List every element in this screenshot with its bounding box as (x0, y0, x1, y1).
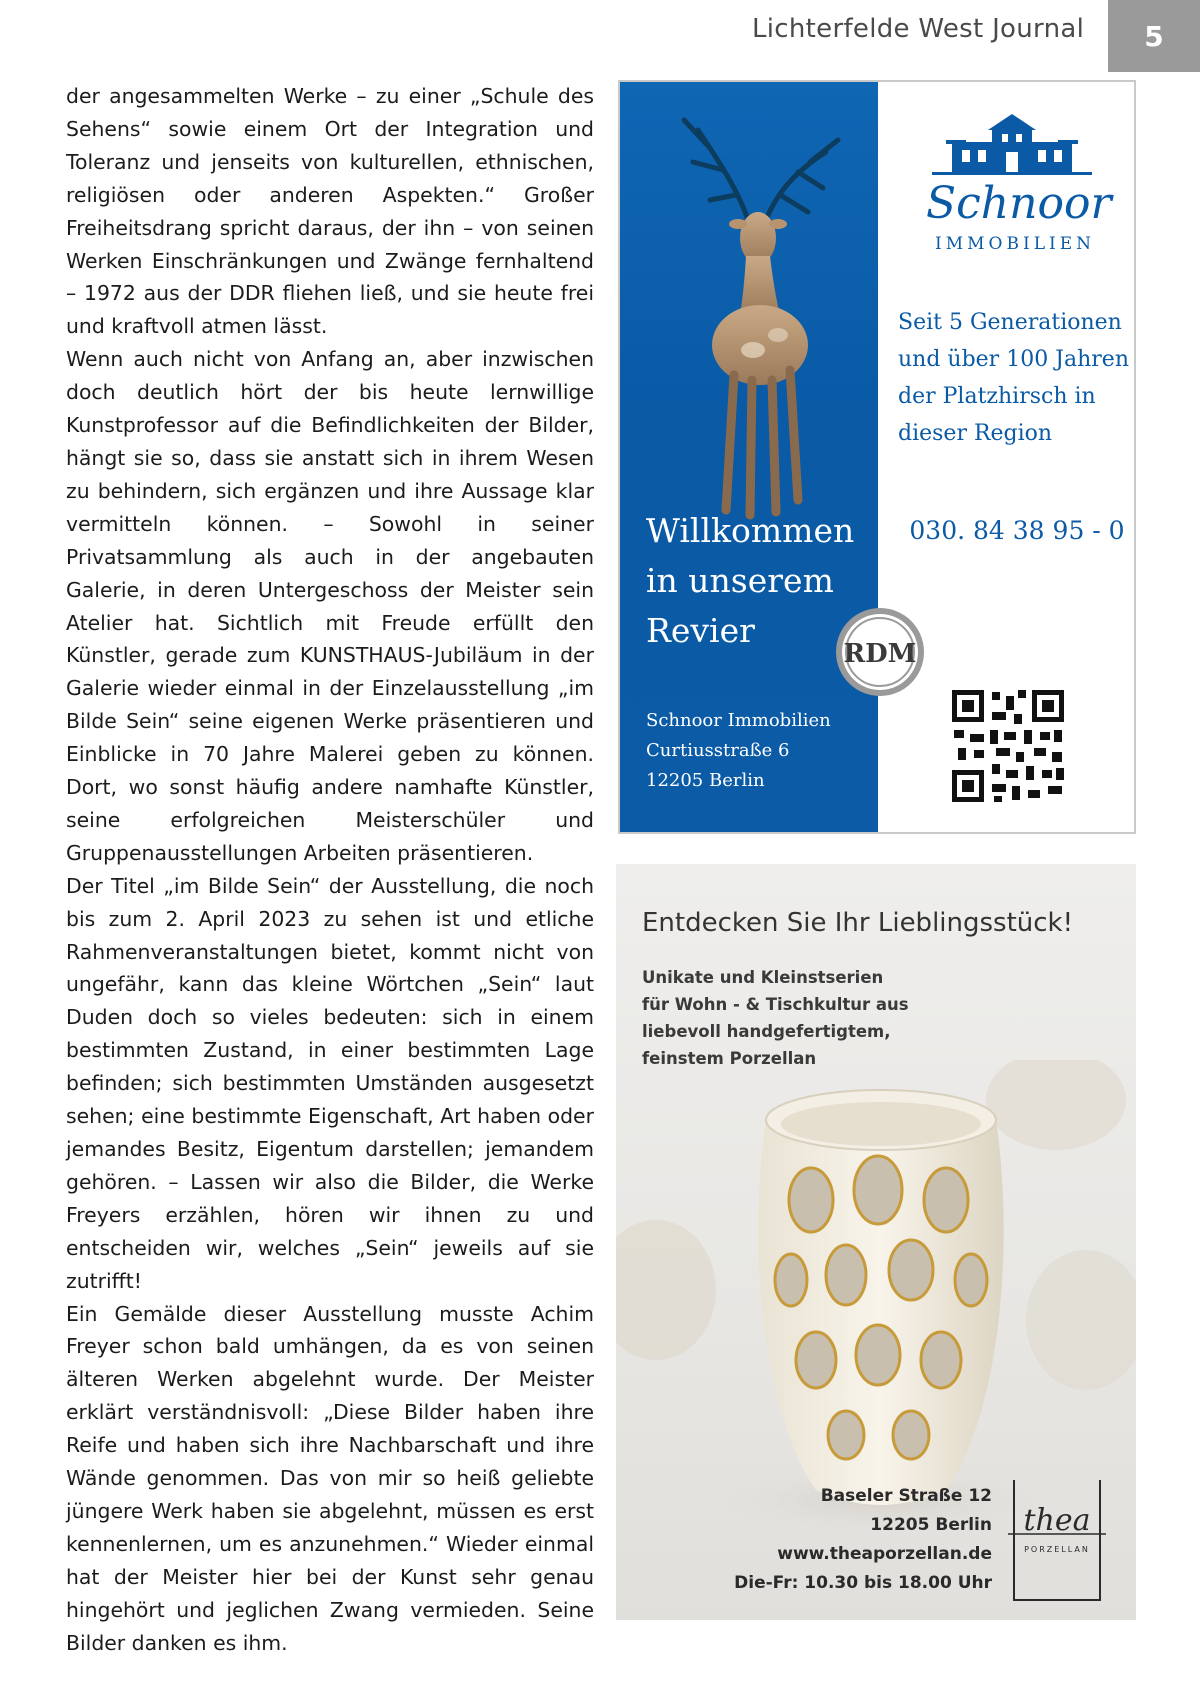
ad-address (646, 706, 876, 796)
thea-logo-word: thea (1023, 1503, 1091, 1538)
journal-title: Lichterfelde West Journal (752, 14, 1085, 44)
address-line: 12205 Berlin (646, 770, 765, 791)
ad-phone: 030. 84 38 95 - 0 (909, 516, 1125, 545)
contact-line: 12205 Berlin (870, 1515, 992, 1535)
article-paragraph: Ein Gemälde dieser Ausstellung musste Achim Freyer schon bald umhängen, da es von seinen älteren Werken abgelehnt wurde. Der Meister erklärt verständnisvoll: „Diese Bilder haben ihre Reife und haben sich ihre Nachbarschaft und ihre Wände genommen. Das von mir so heiß geliebte jüngere Werk haben sie abgelehnt, müssen es erst kennenlernen, um es anzunehmen.“ Wieder einmal hat der Meister hier bei der Kunst sehr genau hingehört und jeglichen Zwang vermieden. Seine Bilder danken es ihm. (66, 1301, 594, 1655)
slogan-line: und über 100 Jahren (898, 347, 1129, 372)
welcome-line: in unserem (646, 561, 834, 600)
contact-line: Baseler Straße 12 (820, 1486, 992, 1506)
brand-name: Schnoor (926, 178, 1112, 229)
thea-logo-icon (1008, 1474, 1106, 1606)
article-paragraph: Der Titel „im Bilde Sein“ der Ausstellung, die noch bis zum 2. April 2023 zu sehen ist und etliche Rahmenveranstaltungen bietet, kommt nicht von ungefähr, kann das kleine Wörtchen „Sein“ laut Duden doch so vieles bedeuten: sich in einem bestimmten Zustand, in einer bestimmten Lage befinden; sich bestimmten Umständen ausgesetzt sehen; eine bestimmte Eigenschaft, Art haben oder jemandes Besitz, Eigentum darstellen; jemandem gehören. – Lassen wir also die Bilder, die Werke Freyers erzählen, hören wir ihnen zu und entscheiden wir, welches „Sein“ jeweils auf sie zutrifft! (66, 873, 594, 1293)
brand-subtitle: IMMOBILIEN (935, 234, 1095, 254)
schnoor-ad (618, 80, 1136, 834)
rdm-badge-text: RDM (843, 639, 917, 669)
slogan-line: der Platzhirsch in (898, 384, 1096, 409)
contact-line: Die-Fr: 10.30 bis 18.00 Uhr (734, 1573, 992, 1593)
thea-sub-line: liebevoll handgefertigtem, (642, 1022, 891, 1041)
thea-logo-sub: PORZELLAN (1024, 1545, 1090, 1554)
ad-slogan (898, 304, 1134, 452)
thea-sub-line: feinstem Porzellan (642, 1049, 817, 1068)
page-number (1108, 0, 1200, 72)
slogan-line: Seit 5 Generationen (898, 310, 1122, 335)
address-line: Curtiusstraße 6 (646, 740, 790, 761)
article-paragraph: der angesammelten Werke – zu einer „Schule des Sehens“ sowie einem Ort der Integration und Toleranz und jenseits von kulturellen, ethnischen, religiösen oder anderen Aspekten.“ Großer Freiheitsdrang spricht daraus, der ihn – von seinen Werken Einschränkungen und Zwänge fernhaltend – 1972 aus der DDR fliehen ließ, und sie heute frei und kraftvoll atmen lässt. (66, 84, 594, 339)
qr-code-icon (948, 686, 1068, 806)
thea-contact (696, 1482, 992, 1598)
thea-sub-line: Unikate und Kleinstserien (642, 968, 884, 987)
slogan-line: dieser Region (898, 421, 1053, 446)
welcome-line: Willkommen (646, 511, 855, 550)
thea-ad (616, 864, 1136, 1620)
thea-subheadline (642, 964, 942, 1072)
thea-headline: Entdecken Sie Ihr Lieblingsstück! (642, 908, 1074, 938)
page-number-label: 5 (1144, 19, 1164, 53)
villa-logo-icon (922, 112, 1102, 186)
thea-sub-line: für Wohn - & Tischkultur aus (642, 995, 909, 1014)
article-body (66, 80, 594, 1660)
address-line: Schnoor Immobilien (646, 710, 831, 731)
contact-website[interactable]: www.theaporzellan.de (777, 1544, 992, 1564)
article-paragraph: Wenn auch nicht von Anfang an, aber inzwischen doch deutlich hört der bis heute lernwillige Kunstprofessor auf die Befindlichkeiten der Bilder, hängt sie so, dass sie anstatt sich in ihrem Wesen zu behindern, sich ergänzen und ihre Aussage klar vermitteln können. – Sowohl in seiner Privatsammlung als auch in der angebauten Galerie, in deren Untergeschoss der Meister sein Atelier hat. Sichtlich mit Freude erfüllt den Künstler, gerade zum KUNSTHAUS-Jubiläum in der Galerie wieder einmal in der Einzelausstellung „im Bilde Sein“ seine eigenen Werke präsentieren und Einblicke in 70 Jahre Malerei geben zu können. Dort, wo sonst häufig andere namhafte Künstler, seine erfolgreichen Meisterschüler und Gruppenausstellungen Arbeiten präsentieren. (66, 347, 594, 865)
deer-image (648, 100, 858, 540)
rdm-badge-icon (834, 606, 926, 698)
welcome-line: Revier (646, 611, 755, 650)
